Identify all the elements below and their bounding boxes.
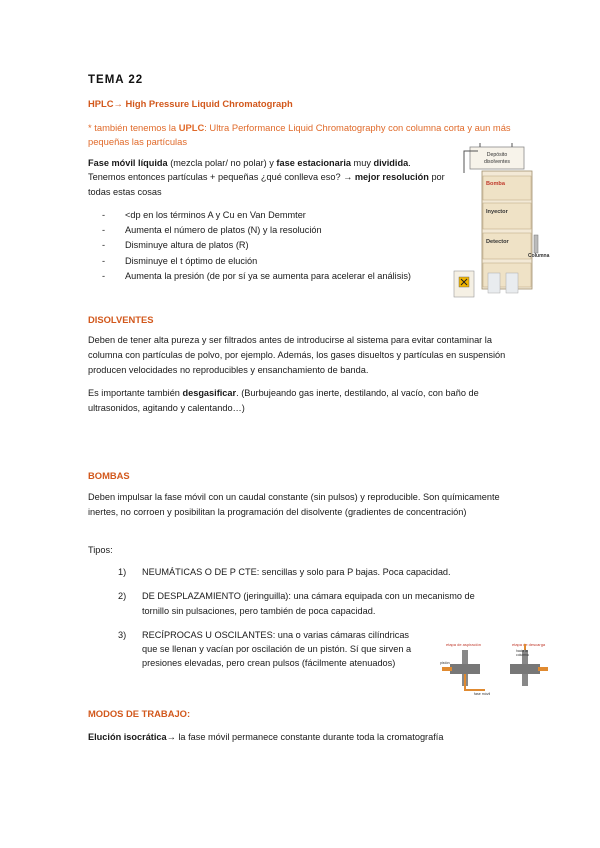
piston-rod (442, 667, 452, 671)
bottle (506, 273, 518, 293)
columna-label: columna (516, 653, 529, 657)
hplc-equipment-figure (450, 143, 550, 298)
item-text: NEUMÁTICAS O DE P CTE: sencillas y solo para P bajas. Poca capacidad. (142, 567, 451, 577)
bottle (488, 273, 500, 293)
item-text: DE DESPLAZAMIENTO (jeringuilla): una cámara equipada con un mecanismo de tornillo sin pulsaciones, pero también de poca capacidad. (142, 591, 475, 616)
fase-text-3: . Tenemos entonces partículas + pequeñas ¿qué conlleva eso? → (88, 158, 411, 183)
disolventes-text-2: . (Burbujeando gas inerte, destilando, al vacío, con baño de ultrasonidos, agitando y calentando…) (88, 388, 479, 413)
inyector-label: Inyector (486, 209, 508, 215)
hacia-label: hacia la (516, 649, 528, 653)
columna-label: Columna (528, 253, 550, 259)
elucion-text: → la fase móvil permanece constante durante toda la cromatografía (166, 732, 444, 742)
column-tube (534, 235, 538, 253)
item-number: 2) (118, 591, 127, 602)
list-item (118, 628, 422, 671)
fase-text-2: muy (351, 158, 374, 168)
fase-text-1: (mezcla polar/ no polar) y (167, 158, 277, 168)
uplc-suffix: : Ultra Performance Liquid Chromatography con columna corta y aun más pequeñas las partículas (88, 122, 511, 147)
piston-chamber (510, 664, 540, 674)
hplc-definition: HPLC→ High Pressure Liquid Chromatograph (88, 98, 293, 109)
disolventes-heading: DISOLVENTES (88, 314, 154, 325)
pump-types-list (118, 565, 478, 681)
tipos-label: Tipos: (88, 545, 113, 555)
bomba-module (483, 176, 531, 200)
list-item: - Aumenta el número de platos (N) y la resolución (102, 223, 452, 238)
disolventes-text-1: Es importante también (88, 388, 183, 398)
modos-heading: MODOS DE TRABAJO: (88, 708, 191, 719)
aspiracion-label: etapa de aspiración (446, 642, 481, 647)
inyector-module (483, 203, 531, 229)
list-item: - Disminuye el t óptimo de elución (102, 254, 452, 269)
mejor-resolucion-term: mejor resolución (354, 172, 429, 183)
disolventes-paragraph-2 (88, 386, 508, 416)
list-item (118, 565, 478, 579)
descarga-label: etapa de descarga (512, 642, 546, 647)
list-item (118, 589, 478, 618)
detector-label: Detector (486, 239, 509, 245)
list-item: - Disminuye altura de platos (R) (102, 238, 452, 253)
piston-label: pistón (440, 661, 450, 665)
uplc-prefix: * también tenemos la (88, 122, 179, 133)
bombas-heading: BOMBAS (88, 470, 130, 481)
piston-rod (538, 667, 548, 671)
reciprocating-pump-figure (440, 640, 550, 696)
fase-movil-term: Fase móvil líquida (88, 158, 168, 168)
item-text: RECÍPROCAS U OSCILANTES: una o varias cámaras cilíndricas que se llenan y vacían por oscilación de un pistón. Sí que sirven a presiones elevadas, pero crean pulsos (fácilmente atenuados) (142, 629, 412, 669)
list-item: - Aumenta la presión (de por sí ya se aumenta para acelerar el análisis) (102, 269, 452, 284)
elucion-isocratica-line (88, 730, 508, 745)
disolventes-label: disolventes (484, 159, 510, 165)
desgasificar-term: desgasificar (182, 388, 237, 398)
deposito-label: Depósito (486, 152, 508, 158)
list-item: - <dp en los términos A y Cu en Van Demmter (102, 208, 452, 223)
item-number: 3) (118, 629, 127, 640)
elucion-isocratica-term: Elución isocrática (88, 732, 167, 742)
fase-text-4: por todas estas cosas (88, 172, 445, 197)
fase-movil-label: fase móvil (474, 692, 491, 696)
dividida-term: dividida (373, 158, 409, 168)
detector-module (483, 233, 531, 259)
consequences-list (102, 208, 452, 284)
piston-chamber (450, 664, 480, 674)
uplc-label: UPLC (178, 122, 205, 133)
bombas-paragraph: Deben impulsar la fase móvil con un caudal constante (sin pulsos) y reproducible. Son químicamente inertes, no corroen y posibilitan la programación del disolvente (gradientes de concentración) (88, 492, 500, 517)
fase-paragraph (88, 156, 448, 199)
solvent-reservoir (470, 147, 524, 169)
page-title: TEMA 22 (88, 74, 144, 86)
bomba-label: Bomba (486, 181, 505, 187)
item-number: 1) (118, 567, 127, 577)
disolventes-paragraph-1: Deben de tener alta pureza y ser filtrados antes de introducirse al sistema para evitar contaminar la columna con partículas de polvo, por ejemplo. Además, los gases disueltos y partículas en suspensión producen velocidades no reproducibles y ensanchamiento de banda. (88, 335, 506, 375)
fase-estacionaria-term: fase estacionaria (276, 158, 351, 168)
